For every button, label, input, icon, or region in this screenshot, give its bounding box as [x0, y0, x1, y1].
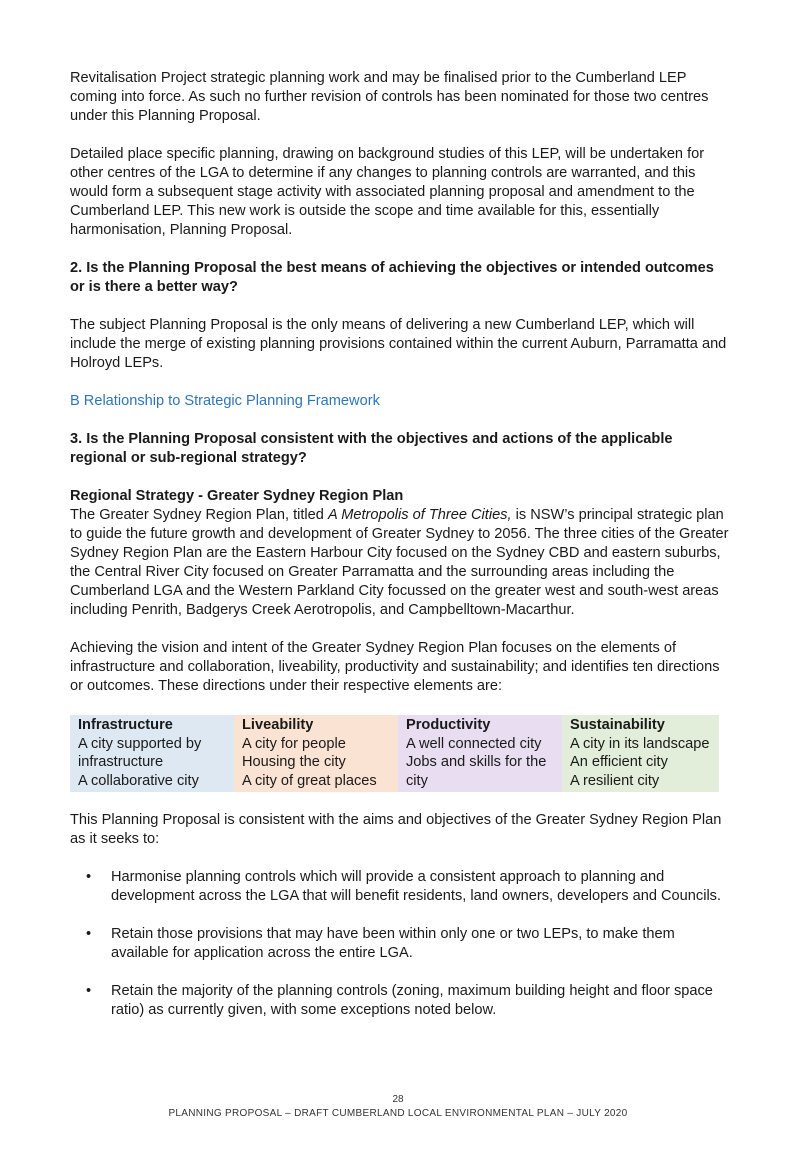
bullet-text: Retain those provisions that may have been within only one or two LEPs, to make them available for application across the entire LGA.	[111, 926, 675, 961]
element-heading: Infrastructure	[78, 717, 173, 733]
element-item: A city supported by infrastructure	[78, 735, 202, 770]
question-2-heading: 2. Is the Planning Proposal the best means of achieving the objectives or intended outcomes or is there a better way?	[70, 260, 714, 295]
paragraph-only-means: The subject Planning Proposal is the only means of delivering a new Cumberland LEP, which will include the merge of existing planning provisions contained within the current Auburn, Parramatta and Holroyd LEPs.	[70, 317, 727, 371]
regional-strategy-heading: Regional Strategy - Greater Sydney Region Plan	[70, 488, 404, 504]
element-item: A city for people	[242, 735, 346, 752]
element-item: Housing the city	[242, 754, 346, 770]
paragraph-vision: Achieving the vision and intent of the Greater Sydney Region Plan focuses on the elements of infrastructure and collaboration, liveability, productivity and sustainability; and identifies ten directions or outcomes. These directions under their respective elements are:	[70, 640, 720, 694]
element-item: An efficient city	[570, 754, 668, 770]
footer-document-title: PLANNING PROPOSAL – DRAFT CUMBERLAND LOCAL ENVIRONMENTAL PLAN – JULY 2020	[168, 1108, 628, 1119]
region-plan-text-start: The Greater Sydney Region Plan, titled	[70, 507, 328, 523]
list-item	[70, 868, 730, 906]
region-plan-text-end: is NSW’s principal strategic plan to guide the future growth and development of Greater Sydney to 2056. The three cities of the Greater Sydney Region Plan are the Eastern Harbour City focused on the Sydney CBD and eastern suburbs, the Central River City focused on Greater Parramatta and the surrounding areas including the Cumberland LGA and the Western Parkland City focussed on the greater west and south-west areas including Penrith, Badgerys Creek Aerotropolis, and Campbelltown-Macarthur.	[70, 507, 729, 618]
element-item: A collaborative city	[78, 772, 199, 789]
paragraph-revitalisation: Revitalisation Project strategic planning work and may be finalised prior to the Cumberland LEP coming into force. As such no further revision of controls has been nominated for those two centres under this Planning Proposal.	[70, 70, 709, 124]
element-item: A city of great places	[242, 772, 377, 789]
bullet-text: Retain the majority of the planning controls (zoning, maximum building height and floor space ratio) as currently given, with some exceptions noted below.	[111, 983, 713, 1018]
element-item: A resilient city	[570, 772, 660, 789]
list-item	[70, 925, 730, 963]
region-plan-title: A Metropolis of Three Cities,	[327, 507, 512, 523]
section-b-heading: B Relationship to Strategic Planning Framework	[70, 393, 380, 409]
element-column-infrastructure	[70, 715, 234, 792]
bullet-text: Harmonise planning controls which will provide a consistent approach to planning and development across the LGA that will benefit residents, land owners, developers and Councils.	[111, 869, 722, 904]
element-heading: Productivity	[406, 717, 491, 733]
element-column-sustainability	[562, 715, 719, 792]
page-footer	[0, 1093, 796, 1121]
element-item: A well connected city Jobs and skills for the city	[406, 735, 547, 789]
element-heading: Sustainability	[570, 717, 665, 733]
question-3-heading: 3. Is the Planning Proposal consistent with the objectives and actions of the applicable regional or sub-regional strategy?	[70, 431, 673, 466]
paragraph-place-specific-planning: Detailed place specific planning, drawing on background studies of this LEP, will be undertaken for other centres of the LGA to determine if any changes to planning controls are warranted, and this would form a subsequent stage activity with associated planning proposal and amendment to the Cumberland LEP. This new work is outside the scope and time available for this, essentially harmonisation, Planning Proposal.	[70, 146, 705, 238]
element-column-productivity	[398, 715, 562, 792]
directions-table	[70, 715, 726, 792]
bullet-icon: •	[86, 869, 92, 885]
bullet-icon: •	[86, 926, 92, 942]
element-column-liveability	[234, 715, 398, 792]
paragraph-consistent-aims: This Planning Proposal is consistent with the aims and objectives of the Greater Sydney Region Plan as it seeks to:	[70, 812, 722, 847]
list-item	[70, 982, 730, 1020]
element-heading: Liveability	[242, 717, 314, 733]
paragraph-region-plan	[70, 506, 730, 620]
bullet-icon: •	[86, 983, 92, 999]
element-item: A city in its landscape	[570, 735, 710, 752]
page-number: 28	[392, 1094, 404, 1105]
page-content	[70, 69, 730, 1039]
aims-bullet-list	[70, 868, 730, 1020]
